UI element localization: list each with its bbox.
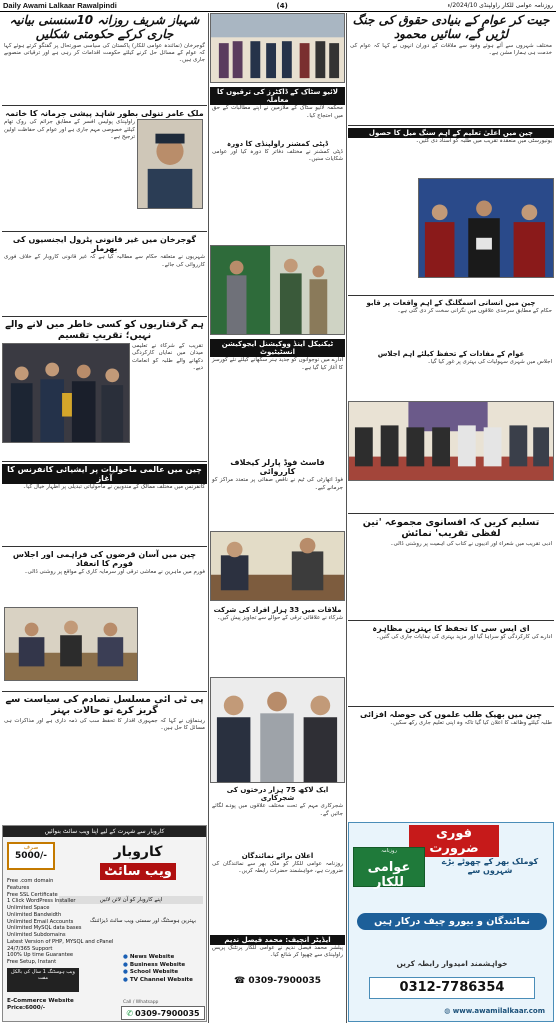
product-label: TV Channel Website: [129, 976, 193, 983]
vacancy-line3: خواہشمند امیدوار رابطہ کریں: [396, 959, 508, 968]
story-headline: لائیو سٹاک کے ڈاکٹرز کی ترقیوں کا معاملہ: [210, 87, 345, 105]
story-headline: چین میں آسان قرضوں کی فراہمی اور اجلاس فورم کا انعقاد: [12, 550, 197, 569]
story-body: شجرکاری مہم کے تحت مختلف علاقوں میں پودے لگائے جائیں گے۔: [212, 803, 343, 817]
feature-item: 100% Up time Guarantee: [7, 952, 74, 959]
masthead: [0, 0, 556, 12]
story-students: [348, 709, 554, 819]
feature-item: Unlimited Bandwidth: [7, 911, 62, 918]
middle-column: [210, 13, 345, 1023]
bullet-icon: ●: [123, 969, 130, 976]
story-pti: [2, 694, 207, 818]
globe-icon: ◍: [444, 1007, 451, 1015]
story-body: کانفرنس میں مختلف ممالک کے مندوبین نے ماحولیاتی تبدیلی پر اظہار خیال کیا۔: [22, 484, 205, 491]
logo-sub: روزنامہ: [381, 848, 397, 854]
story-headline: ہم گرفتاریوں کو کسی خاطر میں لانے والے نہیں؛ تقریبِ تقسیم: [5, 319, 204, 341]
feature-item: Unlimited Subdomains: [7, 932, 66, 938]
ad-title: [73, 844, 203, 880]
column-divider-right: [346, 13, 347, 1023]
ad-title-line2: ویب سائٹ: [100, 863, 176, 880]
story-headline: شہباز شریف روزانہ 10سنسنی بیانیہ جاری کرکے حکومتی شکلیں: [9, 13, 200, 41]
price-value: 5000/-: [14, 851, 48, 861]
story-headline: ملک عامر تنولی بطور شاہد پیشی جرمانہ کا خاتمہ: [5, 109, 204, 118]
paper-name: Daily Awami Lalkaar Rawalpindi: [3, 1, 117, 10]
story-body: فورم میں ماہرین نے معاشی ترقی اور سرمایہ کاری کے مواقع پر روشنی ڈالی۔: [24, 569, 205, 576]
ad-subtitle: اپنے کاروبار کو آن لائن لائیں: [59, 896, 203, 904]
ad-vacancy[interactable]: [348, 822, 554, 1022]
story-police: [2, 108, 207, 228]
photo-group: [210, 13, 345, 83]
story-body: ڈپٹی کمشنر نے مختلف دفاتر کا دورہ کیا اور عوامی شکایات سنیں۔: [212, 149, 343, 163]
story-literary: [348, 517, 554, 617]
story-headline: ڈپٹی کمشنر راولپنڈی کا دورہ: [227, 140, 328, 148]
story-dc: [210, 139, 345, 239]
story-headline: چین میں عالمی ماحولیات پر ایشیائی کانفرنس کا آغاز: [2, 464, 207, 484]
left-column: [2, 13, 207, 820]
story-headline: ٹیکنیکل اینڈ ووکیشنل ایجوکیشن انسٹیٹیوٹ: [210, 339, 345, 357]
story-body: ادارے کی کارکردگی کو سراہا گیا اور مزید بہتری کی ہدایات جاری کی گئیں۔: [376, 634, 552, 641]
feature-item: Free SSL Certificate: [7, 891, 58, 898]
story-headline: پی ٹی آئی مسلسل تصادم کی سیاست سے گریز کرے تو حالات بہتر: [5, 694, 204, 716]
feature-item: Unlimited Email Accounts: [7, 918, 74, 925]
bullet-icon: ●: [123, 961, 130, 968]
story-headline: چین میں اعلیٰ تعلیم کے اہم سنگ میل کا حصول: [348, 128, 554, 138]
feature-item: Free .com domain: [7, 878, 54, 884]
photo-ceremony: [2, 343, 130, 443]
story-body: حکام کے مطابق سرحدی علاقوں میں نگرانی سخت کر دی گئی ہے۔: [397, 308, 552, 315]
ad-note: بہترین ہوسٹنگ اور سستی ویب سائٹ ڈیزائننگ: [89, 918, 197, 924]
vacancy-phone[interactable]: 0312-7786354: [369, 977, 535, 999]
photo-trio: [210, 677, 345, 783]
bullet-icon: ●: [123, 954, 130, 960]
bullet-icon: ●: [123, 976, 130, 983]
phone-icon: ☎: [234, 975, 246, 986]
story-headline: ای ایس سی کا تحفظ کا بہترین مظاہرہ: [372, 624, 530, 633]
feature-item: Free Setup, Instant: [7, 959, 57, 965]
story-body: ادارے میں نوجوانوں کو جدید ہنر سکھانے کیلئے نئے کورسز کا آغاز کیا گیا ہے۔: [212, 357, 343, 371]
ecommerce-offer: [7, 998, 77, 1013]
story-meeting33: [210, 605, 345, 665]
story-headline: گوجرخان میں غیر قانونی پٹرول ایجنسیوں کی بھرمار: [12, 235, 197, 254]
story-body: شرکاء نے علاقائی ترقی کے حوالے سے تجاویز پیش کیں۔: [217, 615, 343, 622]
story-lead-right: [348, 13, 554, 123]
ecommerce-label: E-Commerce Website: [7, 998, 74, 1004]
feature-item: Unlimited MySQL data bases: [7, 925, 82, 932]
ad-top-banner: کاروبار سے شہرت کے لیے اپنا ویب سائٹ بنوائیں: [3, 826, 206, 837]
notice-reporters: [210, 851, 345, 931]
story-body: روزنامہ عوامی للکار کو ملک بھر سے نمائندگان کی ضرورت ہے، خواہشمند حضرات رابطہ کریں۔: [212, 861, 343, 875]
story-body: اجلاس میں شہری سہولیات کی بہتری پر غور کیا گیا۔: [427, 359, 552, 366]
photo-meeting: [4, 607, 138, 681]
product-label: Business Website: [129, 961, 186, 968]
ad-website[interactable]: [2, 825, 207, 1022]
story-livestock: [210, 87, 345, 137]
call-label: Call / Whatsapp: [123, 1000, 159, 1005]
imprint-phone: 0309-7900035: [248, 975, 321, 986]
imprint: [210, 935, 345, 1023]
story-trafficking: [348, 298, 554, 346]
story-body: رہنماؤں نے کہا کہ جمہوری اقدار کا تحفظ سب کی ذمہ داری ہے اور مذاکرات ہی مسائل کا حل ہیں۔: [4, 717, 205, 732]
story-headline: جیت کر عوام کے بنیادی حقوق کی جنگ لڑیں گے، سائیں محمود: [352, 13, 550, 41]
ad-phone: 0309-7900035: [135, 1008, 200, 1018]
photo-officer: [137, 119, 203, 209]
photo-graduation: [418, 178, 554, 278]
feature-item: 24/7/365 Support: [7, 945, 53, 952]
product-label: News Website: [129, 954, 175, 960]
story-headline: فاسٹ فوڈ پارلر کیخلاف کارروائی: [230, 458, 325, 477]
story-esc: [348, 623, 554, 703]
story-body: تقریب کے شرکاء نے تعلیمی میدان میں نمایاں کارکردگی دکھانے والے طلبہ کو انعامات دیے۔: [132, 342, 203, 372]
vacancy-url[interactable]: [359, 1007, 545, 1015]
story-headline: چین میں بھیک طلب علموں کی حوصلہ افزائی: [359, 710, 543, 719]
right-column: [348, 13, 554, 820]
product-item: [123, 969, 205, 977]
urgent-banner: فوری ضرورت: [409, 825, 499, 857]
products-list: [123, 954, 205, 984]
story-petrol: [2, 234, 207, 314]
features-list: [7, 878, 114, 966]
product-item: [123, 962, 205, 970]
page-number: (4): [276, 1, 288, 10]
story-headline: عوام کے مفادات کے تحفظ کیلئے اہم اجلاس: [377, 350, 525, 358]
price-badge: [7, 842, 55, 870]
ad-title-line1: کاروبار: [113, 844, 163, 860]
story-headline: اعلان برائے نمائندگان: [241, 852, 314, 860]
story-body: شہریوں نے متعلقہ حکام سے مطالبہ کیا ہے کہ غیر قانونی کاروبار کے خلاف فوری کارروائی کی جائے۔: [4, 254, 205, 268]
vacancy-url-text: www.awamilalkaar.com: [452, 1007, 545, 1015]
story-body: محکمہ لائیو سٹاک کے ملازمین نے اپنے مطالبات کے حق میں احتجاج کیا۔: [212, 105, 343, 119]
story-tevta: [210, 339, 345, 429]
story-trees: [210, 785, 345, 845]
story-body: ادبی تقریب میں شعراء اور ادیبوں نے کتاب کی اہمیت پر روشنی ڈالی۔: [390, 540, 552, 547]
feature-item: Unlimited Space: [7, 905, 50, 911]
story-ceremony: [2, 319, 207, 459]
dateline: روزنامہ عوامی للکار راولپنڈی 2024/10/ء: [447, 2, 553, 9]
photo-book-launch: [348, 401, 554, 481]
story-body: طلبہ کیلئے وظائف کا اعلان کیا گیا تاکہ وہ اپنی تعلیم جاری رکھ سکیں۔: [389, 720, 552, 727]
feature-item: 1 Click WordPress Installer: [7, 898, 76, 905]
column-divider-left: [208, 13, 209, 1023]
hosting-box: ویب ہوسٹنگ 1 سال کی بالکل مفت: [7, 968, 79, 992]
photo-visit: [210, 245, 345, 335]
story-meeting: [348, 349, 554, 481]
product-item: [123, 954, 205, 962]
vacancy-line2: نمائندگان و بیورو چیف درکار ہیں: [357, 913, 547, 930]
story-body: فوڈ اتھارٹی کی ٹیم نے ناقص صفائی پر متعدد مراکز کو جرمانے کیے۔: [212, 477, 343, 491]
imprint-body: پبلشر محمد فیصل ندیم نے عوامی للکار پرنٹنگ پریس راولپنڈی سے چھپوا کر شائع کیا۔: [212, 945, 343, 959]
feature-item: Features: [7, 884, 30, 891]
product-label: School Website: [129, 969, 179, 976]
feature-item: Latest Version of PHP, MYSQL and cPanel: [7, 938, 114, 945]
story-body: گوجرخان (نمائندہ عوامی للکار) پاکستان کی سیاسی صورتحال پر گفتگو کرتے ہوئے کہا کہ عوام کے مسائل حل کرنے کیلئے حکومت اقدامات کر رہی ہے اور ترقیاتی منصوبے جاری ہیں۔: [4, 42, 205, 64]
logo: [353, 847, 425, 890]
story-lead: [2, 13, 207, 105]
editor-line: ایڈیٹر انچیف: محمد فیصل ندیم: [210, 935, 345, 945]
story-headline: ایک لاکھ 75 ہزار درختوں کی شجرکاری: [226, 786, 329, 803]
story-fastfood: [210, 457, 345, 527]
price-prefix: صرف: [23, 844, 39, 851]
story-headline: چین میں انسانی اسمگلنگ کے اہم واقعات پر قابو: [366, 299, 536, 307]
story-climate: [2, 464, 207, 544]
product-item: [123, 977, 205, 985]
story-body: راولپنڈی پولیس افسر کے مطابق جرائم کی روک تھام کیلئے خصوصی مہم جاری ہے اور عوام کی حفاظت اولین ترجیح ہے۔: [4, 119, 135, 141]
vacancy-line1: کوملک بھر کے چھوٹے بڑے شہروں سے: [441, 857, 539, 875]
story-headline: تسلیم کریں کہ افسانوی مجموعہ 'تین لفظی تقریب' نمائش: [362, 517, 540, 539]
whatsapp-icon: ✆: [126, 1008, 134, 1018]
photo-officials: [210, 531, 345, 601]
story-forum: [2, 549, 207, 689]
story-body: مختلف شہروں سے آئے ہوئے وفود سے ملاقات کے دوران انہوں نے کہا کہ عوام کی خدمت ہی ہمارا مشن ہے۔: [350, 42, 552, 57]
story-graduation: [348, 128, 554, 293]
story-headline: ملاقات میں 33 ہزار افراد کی شرکت: [213, 606, 342, 614]
ecommerce-price: Price:6000/-: [7, 1005, 46, 1012]
ad-phone-button[interactable]: [121, 1006, 205, 1020]
logo-name: عوامی للکار: [367, 860, 411, 890]
story-body: یونیورسٹی میں منعقدہ تقریب میں طلبہ کو اسناد دی گئیں۔: [415, 138, 552, 145]
